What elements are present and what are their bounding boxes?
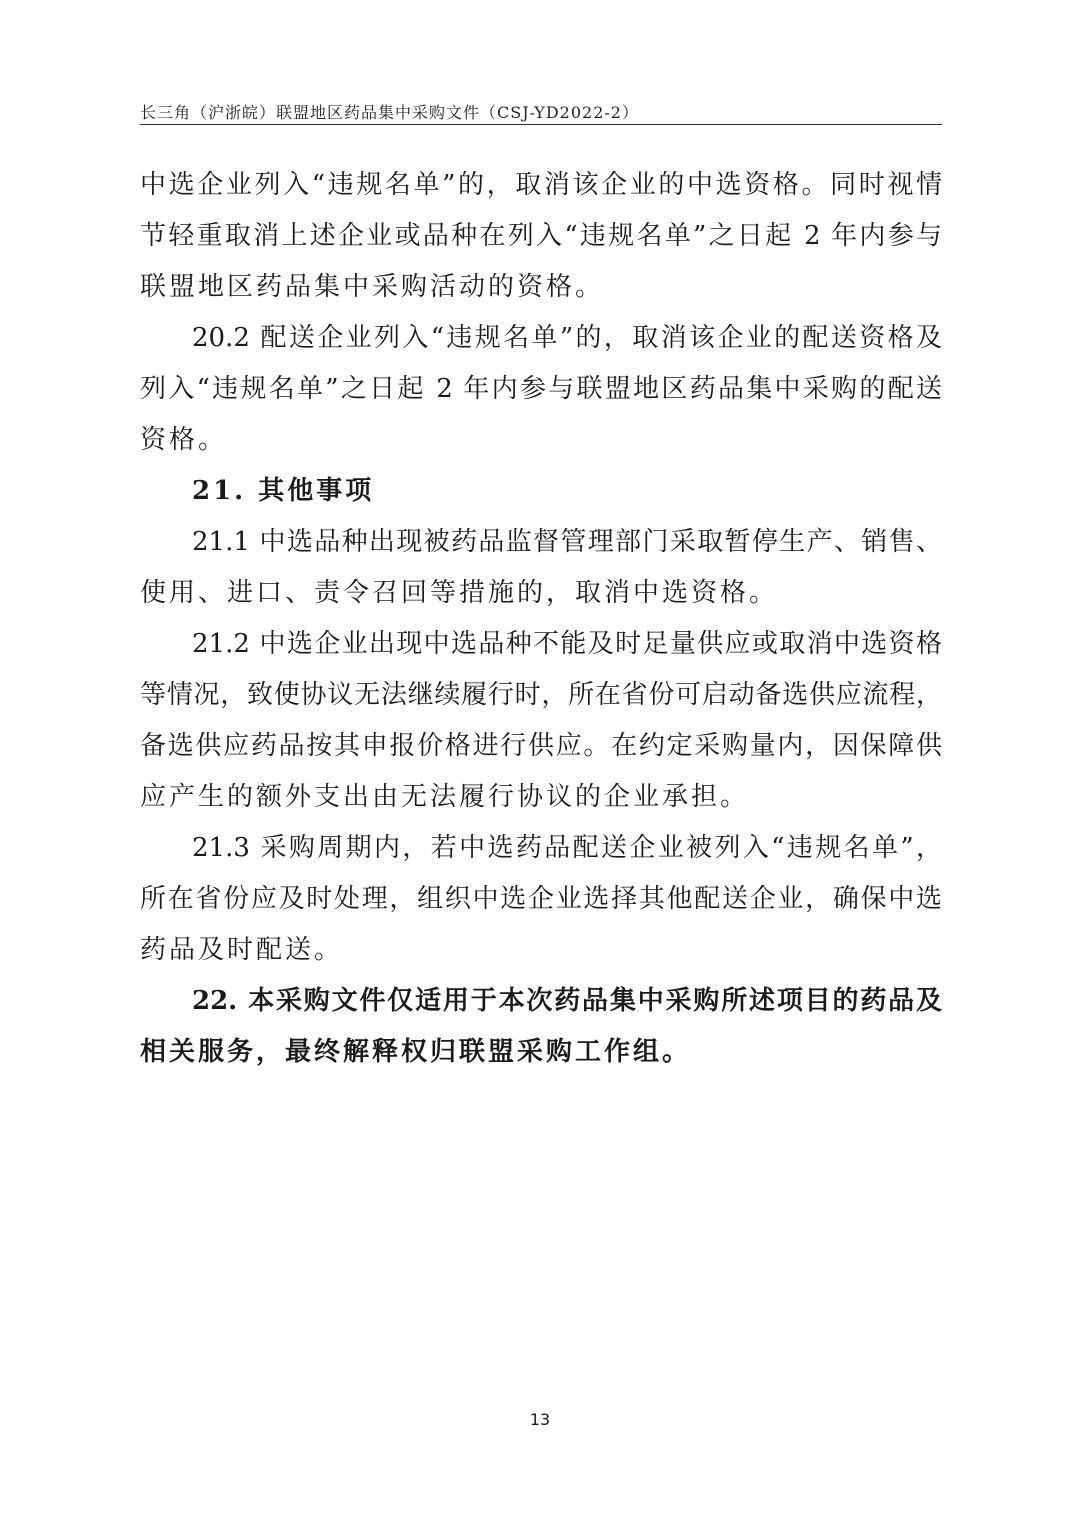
section-heading-22: 22. 本采购文件仅适用于本次药品集中采购所述项目的药品及	[192, 986, 942, 1016]
running-header: 长三角（沪浙皖）联盟地区药品集中采购文件（CSJ-YD2022-2）	[140, 103, 639, 122]
document-body	[140, 160, 942, 1078]
paragraph-line: 列入“违规名单”之日起 2 年内参与联盟地区药品集中采购的配送	[140, 374, 942, 404]
paragraph-line: 节轻重取消上述企业或品种在列入“违规名单”之日起 2 年内参与	[140, 221, 942, 251]
paragraph-line: 资格。	[140, 425, 228, 455]
paragraph-line: 使用、进口、责令召回等措施的，取消中选资格。	[140, 578, 779, 608]
clause-21-3: 21.3 采购周期内，若中选药品配送企业被列入“违规名单”，	[192, 833, 942, 863]
clause-21-2: 21.2 中选企业出现中选品种不能及时足量供应或取消中选资格	[192, 629, 942, 659]
paragraph-line: 药品及时配送。	[140, 935, 344, 965]
header-divider	[140, 124, 942, 125]
paragraph-line: 中选企业列入“违规名单”的，取消该企业的中选资格。同时视情	[140, 170, 942, 200]
paragraph-line: 相关服务，最终解释权归联盟采购工作组。	[140, 1037, 692, 1067]
paragraph-line: 等情况，致使协议无法继续履行时，所在省份可启动备选供应流程，	[140, 680, 942, 710]
page-number: 13	[529, 1410, 551, 1429]
paragraph-line: 应产生的额外支出由无法履行协议的企业承担。	[140, 782, 750, 812]
paragraph-line: 备选供应药品按其申报价格进行供应。在约定采购量内，因保障供	[140, 731, 942, 761]
paragraph-line: 所在省份应及时处理，组织中选企业选择其他配送企业，确保中选	[140, 884, 942, 914]
section-heading-21: 21. 其他事项	[192, 476, 375, 506]
paragraph-line: 联盟地区药品集中采购活动的资格。	[140, 272, 605, 302]
clause-21-1: 21.1 中选品种出现被药品监督管理部门采取暂停生产、销售、	[192, 527, 942, 557]
clause-20-2: 20.2 配送企业列入“违规名单”的，取消该企业的配送资格及	[192, 323, 942, 353]
